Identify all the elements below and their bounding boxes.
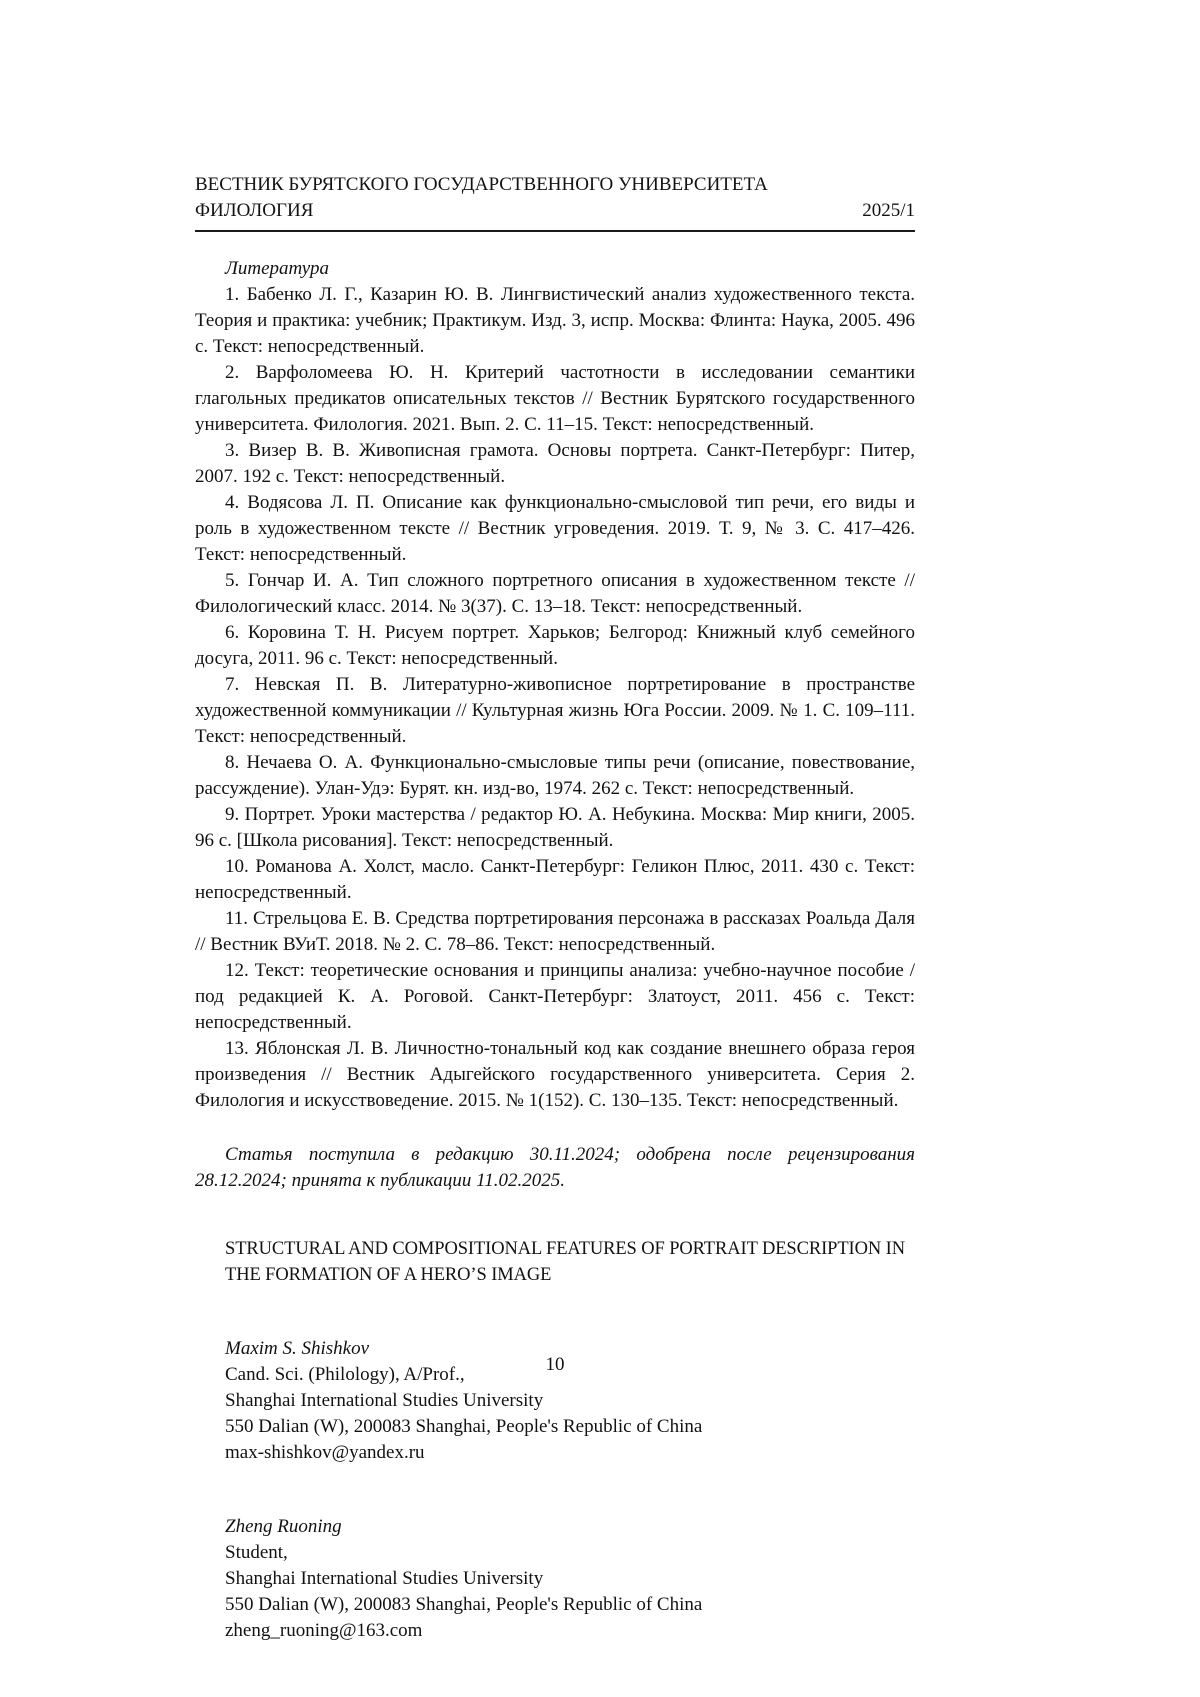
reference-item: 1. Бабенко Л. Г., Казарин Ю. В. Лингвистический анализ художественного текста. Теория и практика: учебник; Практикум. Изд. 3, испр. Москва: Флинта: Наука, 2005. 496 с. Текст: непосредственный.	[195, 284, 915, 357]
author-affiliation: Shanghai International Studies University	[225, 1568, 544, 1589]
author-email: max-shishkov@yandex.ru	[225, 1442, 425, 1463]
issue-number: 2025/1	[862, 200, 915, 221]
reference-item: 11. Стрельцова Е. В. Средства портретирования персонажа в рассказах Роальда Даля // Вестник ВУиТ. 2018. № 2. С. 78–86. Текст: непосредственный.	[195, 908, 915, 955]
reference-item: 7. Невская П. В. Литературно-живописное портретирование в пространстве художественной коммуникации // Культурная жизнь Юга России. 2009. № 1. С. 109–111. Текст: непосредственный.	[195, 674, 915, 747]
reference-item: 3. Визер В. В. Живописная грамота. Основы портрета. Санкт-Петербург: Питер, 2007. 192 с. Текст: непосредственный.	[195, 440, 915, 487]
submission-note: Статья поступила в редакцию 30.11.2024; одобрена после рецензирования 28.12.2024; принята к публикации 11.02.2025.	[195, 1144, 915, 1191]
reference-item: 9. Портрет. Уроки мастерства / редактор Ю. А. Небукина. Москва: Мир книги, 2005. 96 с. [Школа рисования]. Текст: непосредственный.	[195, 804, 915, 851]
author-block	[225, 1514, 915, 1644]
reference-item: 8. Нечаева О. А. Функционально-смысловые типы речи (описание, повествование, рассуждение). Улан-Удэ: Бурят. кн. изд-во, 1974. 262 с. Текст: непосредственный.	[195, 752, 915, 799]
article-title-english: STRUCTURAL AND COMPOSITIONAL FEATURES OF PORTRAIT DESCRIPTION IN THE FORMATION OF A HERO’S IMAGE	[225, 1239, 905, 1285]
author-position: Cand. Sci. (Philology), A/Prof.,	[225, 1364, 465, 1385]
author-position: Student,	[225, 1542, 288, 1563]
author-name: Zheng Ruoning	[225, 1516, 342, 1537]
reference-item: 5. Гончар И. А. Тип сложного портретного описания в художественном тексте // Филологический класс. 2014. № 3(37). С. 13–18. Текст: непосредственный.	[195, 570, 915, 617]
author-name: Maxim S. Shishkov	[225, 1338, 370, 1359]
author-email: zheng_ruoning@163.com	[225, 1620, 423, 1641]
journal-section: ФИЛОЛОГИЯ	[195, 200, 314, 221]
reference-item: 10. Романова А. Холст, масло. Санкт-Петербург: Геликон Плюс, 2011. 430 с. Текст: непосредственный.	[195, 856, 915, 903]
page-number: 10	[545, 1354, 565, 1375]
author-affiliation: Shanghai International Studies University	[225, 1390, 544, 1411]
page-header	[195, 172, 915, 232]
author-address: 550 Dalian (W), 200083 Shanghai, People's Republic of China	[225, 1594, 703, 1615]
reference-item: 6. Коровина Т. Н. Рисуем портрет. Харьков; Белгород: Книжный клуб семейного досуга, 2011. 96 с. Текст: непосредственный.	[195, 622, 915, 669]
reference-item: 2. Варфоломеева Ю. Н. Критерий частотности в исследовании семантики глагольных предикатов описательных текстов // Вестник Бурятского государственного университета. Филология. 2021. Вып. 2. С. 11–15. Текст: непосредственный.	[195, 362, 915, 435]
references-heading: Литература	[225, 258, 329, 279]
journal-title: ВЕСТНИК БУРЯТСКОГО ГОСУДАРСТВЕННОГО УНИВЕРСИТЕТА	[195, 174, 768, 195]
reference-item: 4. Водясова Л. П. Описание как функционально-смысловой тип речи, его виды и роль в художественном тексте // Вестник угроведения. 2019. Т. 9, № 3. С. 417–426. Текст: непосредственный.	[195, 492, 915, 565]
reference-item: 13. Яблонская Л. В. Личностно-тональный код как создание внешнего образа героя произведения // Вестник Адыгейского государственного университета. Серия 2. Филология и искусствоведение. 2015. № 1(152). С. 130–135. Текст: непосредственный.	[195, 1038, 915, 1111]
reference-item: 12. Текст: теоретические основания и принципы анализа: учебно-научное пособие / под редакцией К. А. Роговой. Санкт-Петербург: Златоуст, 2011. 456 с. Текст: непосредственный.	[195, 960, 915, 1033]
author-address: 550 Dalian (W), 200083 Shanghai, People's Republic of China	[225, 1416, 703, 1437]
